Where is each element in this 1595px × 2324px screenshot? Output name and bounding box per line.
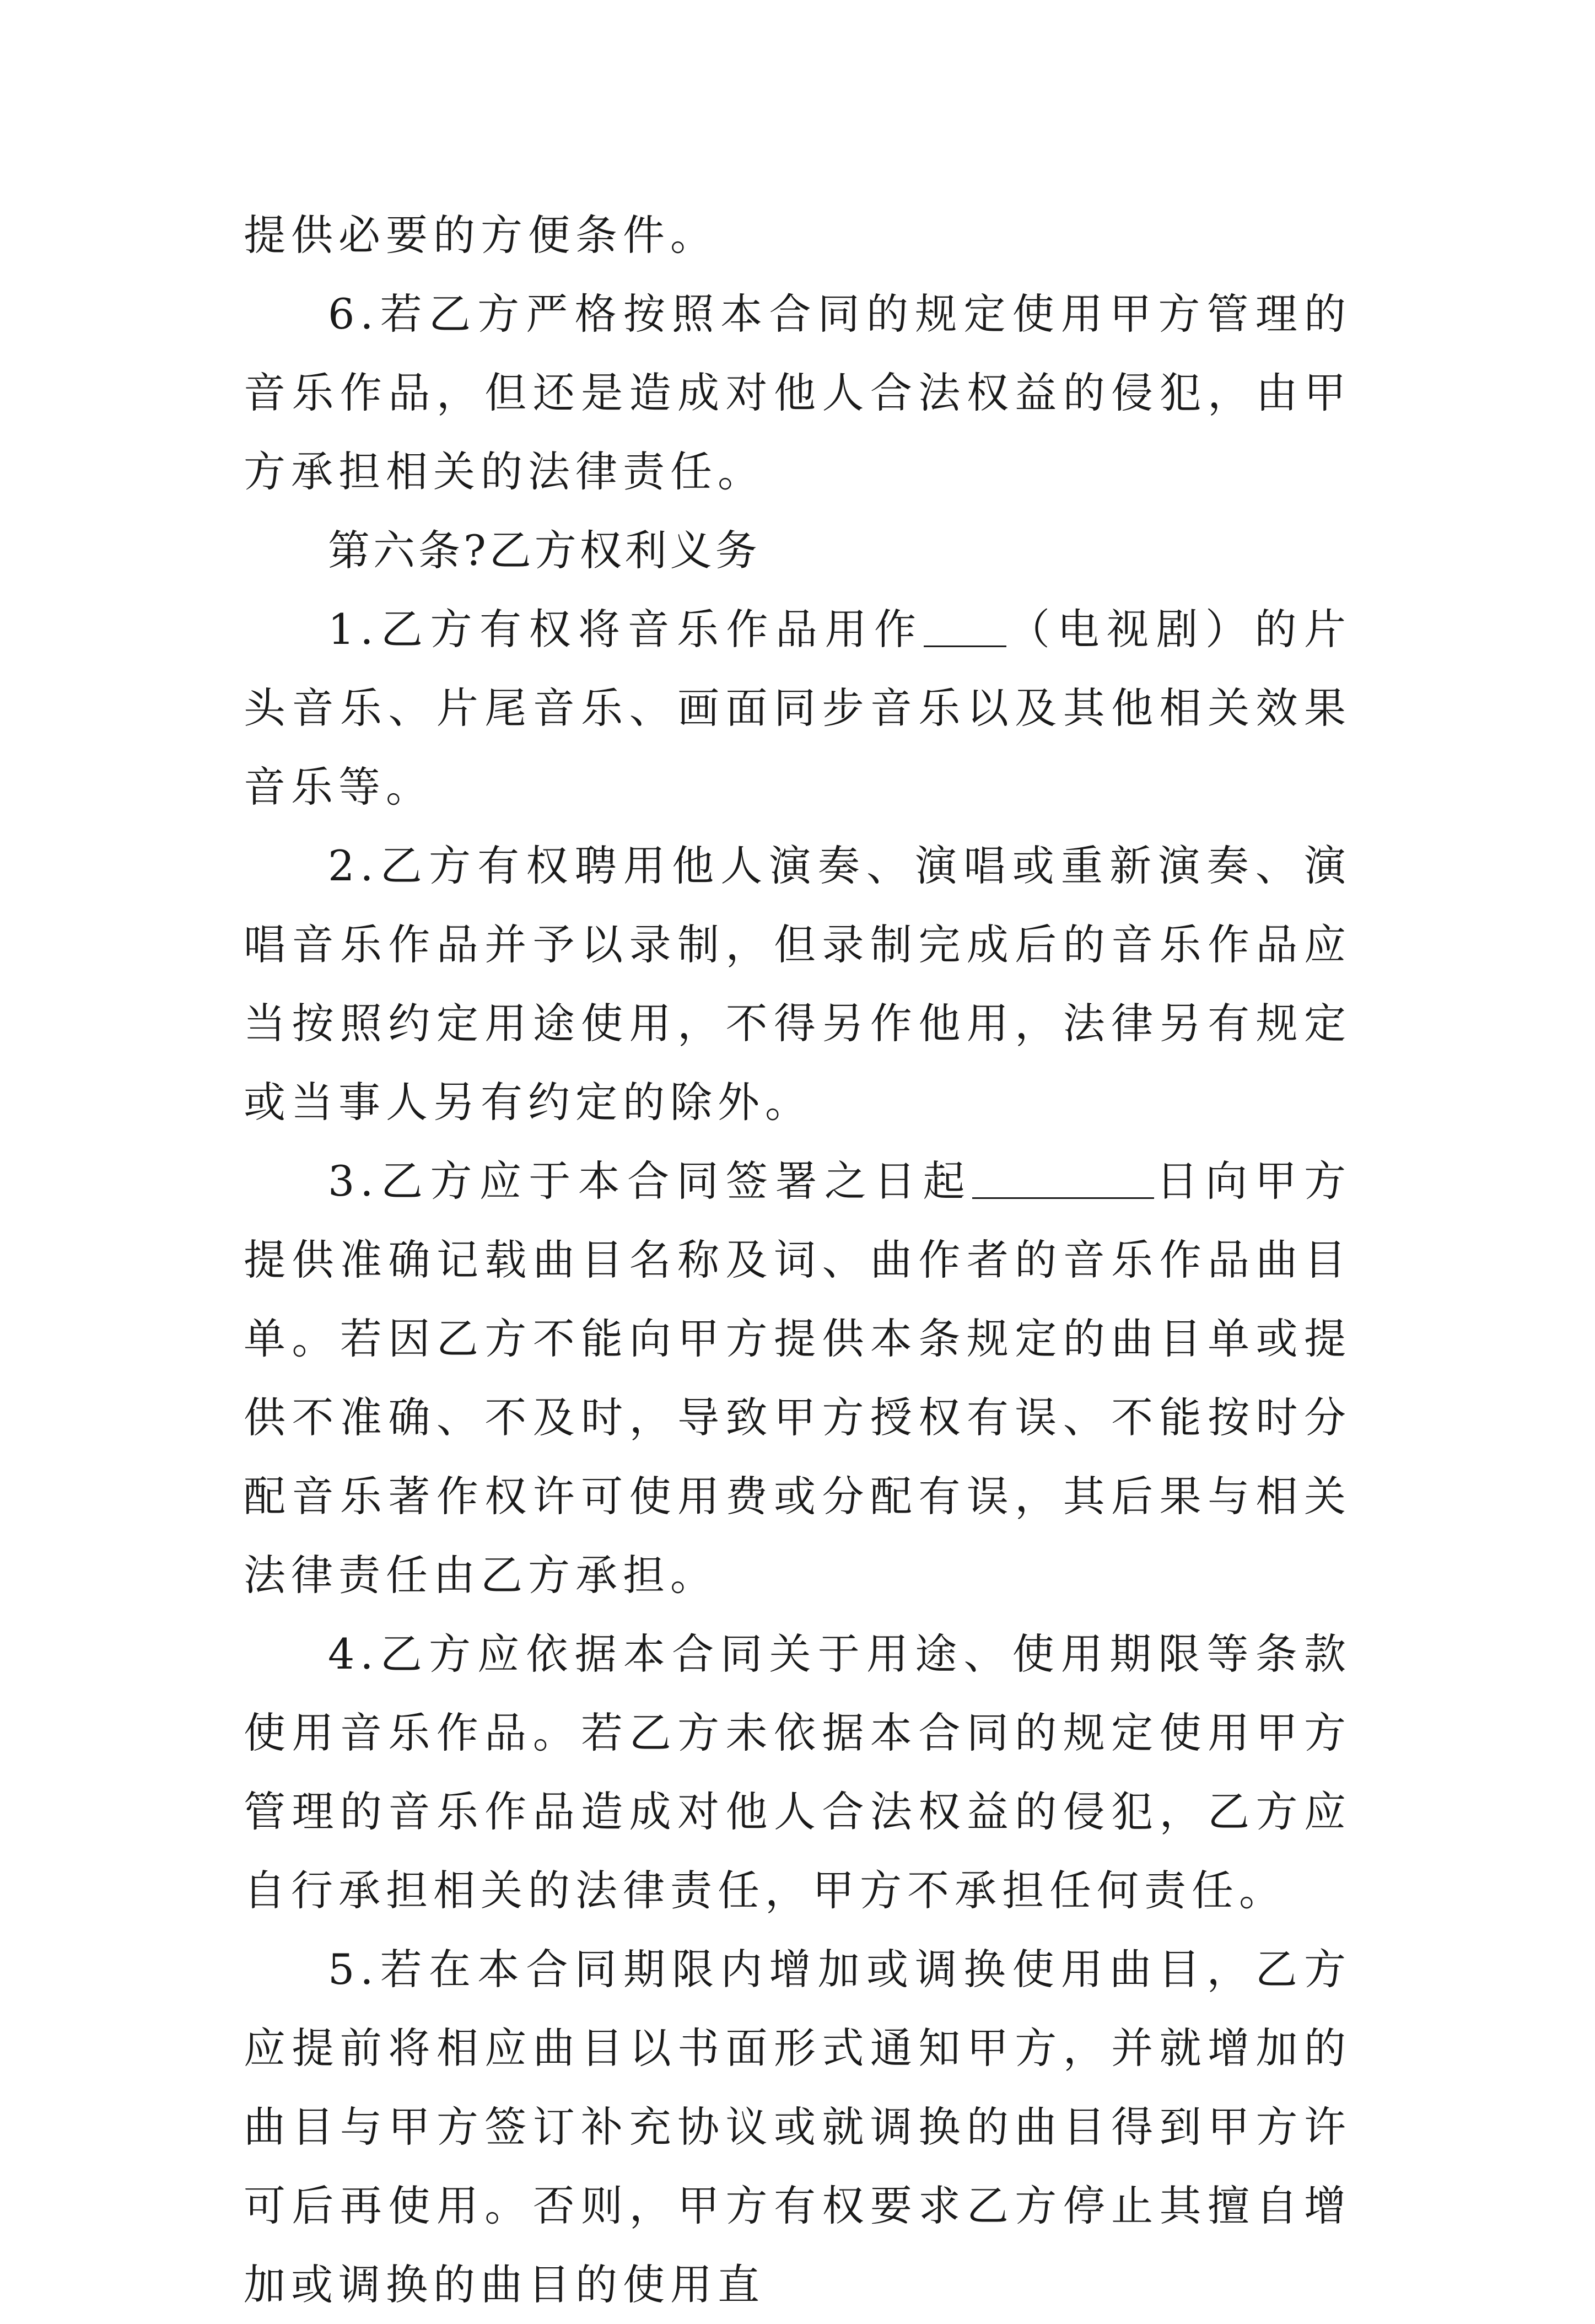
paragraph-text: 4.乙方应依据本合同关于用途、使用期限等条款使用音乐作品。若乙方未依据本合同的规定使用甲方管理的音乐作品造成对他人合法权益的侵犯，乙方应自行承担相关的法律责任，甲方不承担任何责任。 — [244, 1629, 1351, 1915]
document-body — [244, 196, 1351, 2324]
clause-6-item-2 — [244, 826, 1351, 1142]
clause-6-item-5 — [244, 1930, 1351, 2324]
paragraph-continuation — [244, 196, 1351, 275]
paragraph-text: 5.若在本合同期限内增加或调换使用曲目，乙方应提前将相应曲目以书面形式通知甲方，并就增加的曲目与甲方签订补充协议或就调换的曲目得到甲方许可后再使用。否则，甲方有权要求乙方停止其擅自增加或调换的曲目的使用直 — [244, 1945, 1351, 2309]
heading-text: 第六条?乙方权利义务 — [328, 526, 761, 575]
clause-6-item-3 — [244, 1142, 1351, 1615]
fill-in-blank-tv-series[interactable] — [924, 607, 1006, 647]
paragraph-text: 1.乙方有权将音乐作品用作 — [328, 605, 924, 654]
clause-6-item-1 — [244, 590, 1351, 826]
paragraph-text: 提供必要的方便条件。 — [244, 211, 718, 260]
clause-5-item-6 — [244, 275, 1351, 511]
paragraph-text: 日向甲方提供准确记载曲目名称及词、曲作者的音乐作品曲目单。若因乙方不能向甲方提供本条规定的曲目单或提供不准确、不及时，导致甲方授权有误、不能按时分配音乐著作权许可使用费或分配有误，其后果与相关法律责任由乙方承担。 — [244, 1156, 1352, 1600]
paragraph-text: 3.乙方应于本合同签署之日起 — [328, 1156, 973, 1206]
fill-in-blank-days[interactable] — [972, 1159, 1154, 1199]
paragraph-text: （电视剧）的片头音乐、片尾音乐、画面同步音乐以及其他相关效果音乐等。 — [244, 605, 1352, 811]
paragraph-text: 6.若乙方严格按照本合同的规定使用甲方管理的音乐作品，但还是造成对他人合法权益的侵犯，由甲方承担相关的法律责任。 — [244, 289, 1351, 496]
section-heading-article-6 — [244, 511, 1351, 590]
paragraph-text: 2.乙方有权聘用他人演奏、演唱或重新演奏、演唱音乐作品并予以录制，但录制完成后的音乐作品应当按照约定用途使用，不得另作他用，法律另有规定或当事人另有约定的除外。 — [244, 841, 1351, 1127]
clause-6-item-4 — [244, 1615, 1351, 1930]
